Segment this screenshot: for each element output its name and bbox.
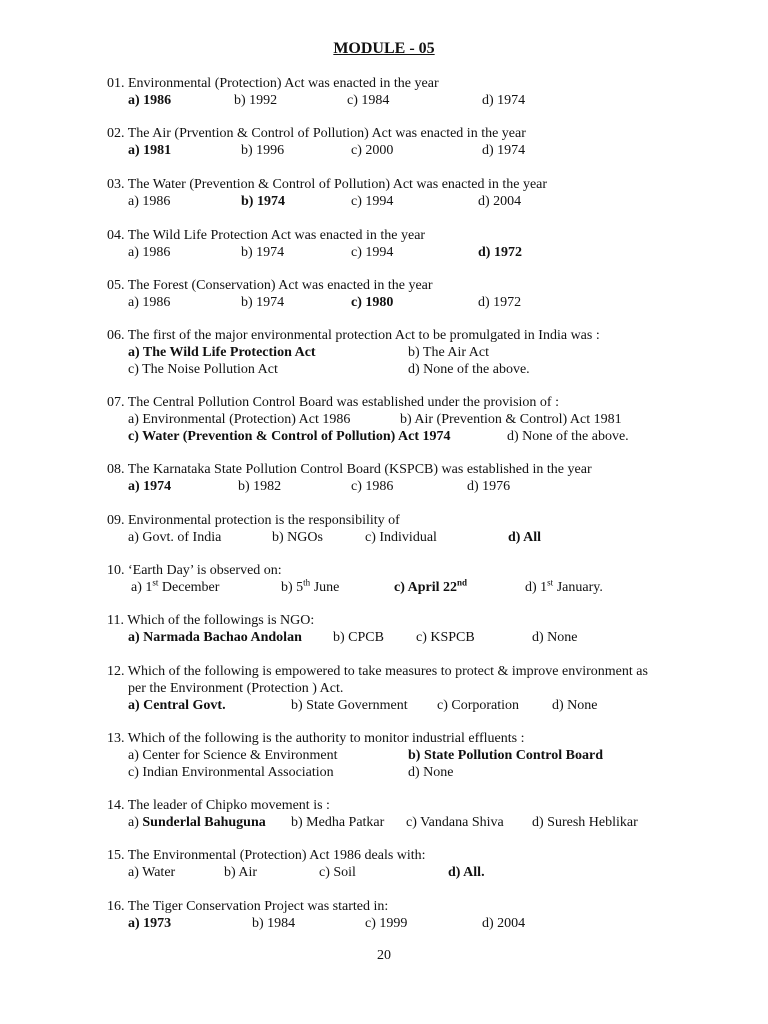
option-d: d) None xyxy=(408,765,454,780)
question-stem-line2: per the Environment (Protection ) Act. xyxy=(128,681,344,696)
option-b: b) CPCB xyxy=(333,630,384,645)
option-c: c) Corporation xyxy=(437,698,520,713)
options-row xyxy=(107,92,687,109)
options-row xyxy=(107,428,687,445)
option-b: b) Air xyxy=(224,865,258,880)
option-d: d) None xyxy=(552,698,598,713)
option-b: b) 1984 xyxy=(252,916,296,931)
question-stem: 13. Which of the following is the authority to monitor industrial effluents : xyxy=(107,731,525,746)
option-b: b) 1996 xyxy=(241,143,285,158)
question-05 xyxy=(107,277,687,311)
option-a: a) Sunderlal Bahuguna xyxy=(128,815,266,830)
option-c: c) 1994 xyxy=(351,245,394,260)
question-02 xyxy=(107,125,687,159)
question-stem: 05. The Forest (Conservation) Act was enacted in the year xyxy=(107,278,433,293)
option-b: b) Air (Prevention & Control) Act 1981 xyxy=(400,412,622,427)
option-a: a) Environmental (Protection) Act 1986 xyxy=(128,412,351,427)
option-a: a) 1986 xyxy=(128,295,171,310)
question-03 xyxy=(107,176,687,210)
options-row xyxy=(107,747,687,764)
option-c: c) 1986 xyxy=(351,479,394,494)
question-01 xyxy=(107,75,687,109)
option-d: d) None xyxy=(532,630,578,645)
options-row xyxy=(107,294,687,311)
options-row xyxy=(107,344,687,361)
option-a: a) 1974 xyxy=(128,479,172,494)
option-a: a) Center for Science & Environment xyxy=(128,748,338,763)
question-16 xyxy=(107,898,687,932)
option-c: c) 2000 xyxy=(351,143,394,158)
option-d: d) All xyxy=(508,530,542,545)
page-title: MODULE - 05 xyxy=(333,40,435,57)
option-b: b) 1992 xyxy=(234,93,278,108)
question-stem: 03. The Water (Prevention & Control of Pollution) Act was enacted in the year xyxy=(107,177,548,192)
options-row xyxy=(107,478,687,495)
option-a: a) 1986 xyxy=(128,93,172,108)
options-row xyxy=(107,361,687,378)
question-10 xyxy=(107,562,687,596)
question-12 xyxy=(107,663,687,714)
question-stem: 16. The Tiger Conservation Project was started in: xyxy=(107,899,389,914)
options-row xyxy=(107,864,687,881)
page-number: 20 xyxy=(377,948,391,963)
question-stem: 01. Environmental (Protection) Act was enacted in the year xyxy=(107,76,439,91)
option-d: d) 1972 xyxy=(478,245,522,260)
question-stem: 07. The Central Pollution Control Board was established under the provision of : xyxy=(107,395,559,410)
options-row xyxy=(107,629,687,646)
option-a: a) 1981 xyxy=(128,143,172,158)
option-d: d) 1974 xyxy=(482,93,526,108)
option-a: a) Central Govt. xyxy=(128,698,226,713)
options-row xyxy=(107,244,687,261)
option-c: c) 1980 xyxy=(351,295,394,310)
option-c: c) Soil xyxy=(319,865,356,880)
options-row xyxy=(107,529,687,546)
option-d: d) 1974 xyxy=(482,143,526,158)
question-14 xyxy=(107,797,687,831)
question-stem: 15. The Environmental (Protection) Act 1986 deals with: xyxy=(107,848,426,863)
option-c: c) Vandana Shiva xyxy=(406,815,504,830)
option-a: a) 1st December xyxy=(131,577,220,595)
question-stem: 06. The first of the major environmental protection Act to be promulgated in India was : xyxy=(107,328,600,343)
option-a: a) Narmada Bachao Andolan xyxy=(128,630,302,645)
question-11 xyxy=(107,612,687,646)
option-a: a) 1973 xyxy=(128,916,172,931)
question-06 xyxy=(107,327,687,378)
option-b: b) 1974 xyxy=(241,245,285,260)
options-row xyxy=(107,193,687,210)
option-b: b) State Pollution Control Board xyxy=(408,748,603,763)
option-b: b) 1982 xyxy=(238,479,282,494)
option-b: b) 1974 xyxy=(241,295,285,310)
question-13 xyxy=(107,730,687,781)
options-row xyxy=(107,814,687,831)
option-d: d) 2004 xyxy=(482,916,526,931)
question-stem: 02. The Air (Prvention & Control of Pollution) Act was enacted in the year xyxy=(107,126,526,141)
option-d: d) 2004 xyxy=(478,194,522,209)
option-c: c) Water (Prevention & Control of Pollution) Act 1974 xyxy=(128,429,451,444)
options-row xyxy=(107,579,687,596)
option-d: d) All. xyxy=(448,865,485,880)
options-row xyxy=(107,764,687,781)
option-d: d) Suresh Heblikar xyxy=(532,815,638,830)
question-stem: 14. The leader of Chipko movement is : xyxy=(107,798,330,813)
option-c: c) The Noise Pollution Act xyxy=(128,362,278,377)
option-d: d) None of the above. xyxy=(408,362,530,377)
option-a: a) 1986 xyxy=(128,194,171,209)
option-d: d) 1st January. xyxy=(525,577,603,595)
question-stem: 09. Environmental protection is the responsibility of xyxy=(107,513,400,528)
options-row xyxy=(107,915,687,932)
question-stem: 11. Which of the followings is NGO: xyxy=(107,613,315,628)
question-stem: 10. ‘Earth Day’ is observed on: xyxy=(107,563,282,578)
question-stem: 08. The Karnataka State Pollution Control Board (KSPCB) was established in the year xyxy=(107,462,592,477)
option-c: c) 1999 xyxy=(365,916,408,931)
option-c: c) Individual xyxy=(365,530,437,545)
option-b: b) Medha Patkar xyxy=(291,815,385,830)
question-15 xyxy=(107,847,687,881)
option-b: b) NGOs xyxy=(272,530,323,545)
question-09 xyxy=(107,512,687,546)
options-row xyxy=(107,411,687,428)
option-d: d) None of the above. xyxy=(507,429,629,444)
option-c: c) 1994 xyxy=(351,194,394,209)
question-stem: 12. Which of the following is empowered to take measures to protect & improve environment as xyxy=(107,664,648,679)
options-row xyxy=(107,697,687,714)
option-c: c) 1984 xyxy=(347,93,390,108)
option-c: c) KSPCB xyxy=(416,630,475,645)
option-b: b) 5th June xyxy=(281,577,340,595)
option-d: d) 1976 xyxy=(467,479,511,494)
option-b: b) State Government xyxy=(291,698,408,713)
option-b: b) The Air Act xyxy=(408,345,490,360)
option-c: c) Indian Environmental Association xyxy=(128,765,334,780)
option-a: a) 1986 xyxy=(128,245,171,260)
option-a: a) Govt. of India xyxy=(128,530,222,545)
question-07 xyxy=(107,394,687,445)
question-08 xyxy=(107,461,687,495)
question-stem: 04. The Wild Life Protection Act was enacted in the year xyxy=(107,228,426,243)
option-a: a) The Wild Life Protection Act xyxy=(128,345,316,360)
options-row xyxy=(107,142,687,159)
option-c: c) April 22nd xyxy=(394,577,468,595)
option-b: b) 1974 xyxy=(241,194,285,209)
option-a: a) Water xyxy=(128,865,176,880)
question-04 xyxy=(107,227,687,261)
option-d: d) 1972 xyxy=(478,295,522,310)
